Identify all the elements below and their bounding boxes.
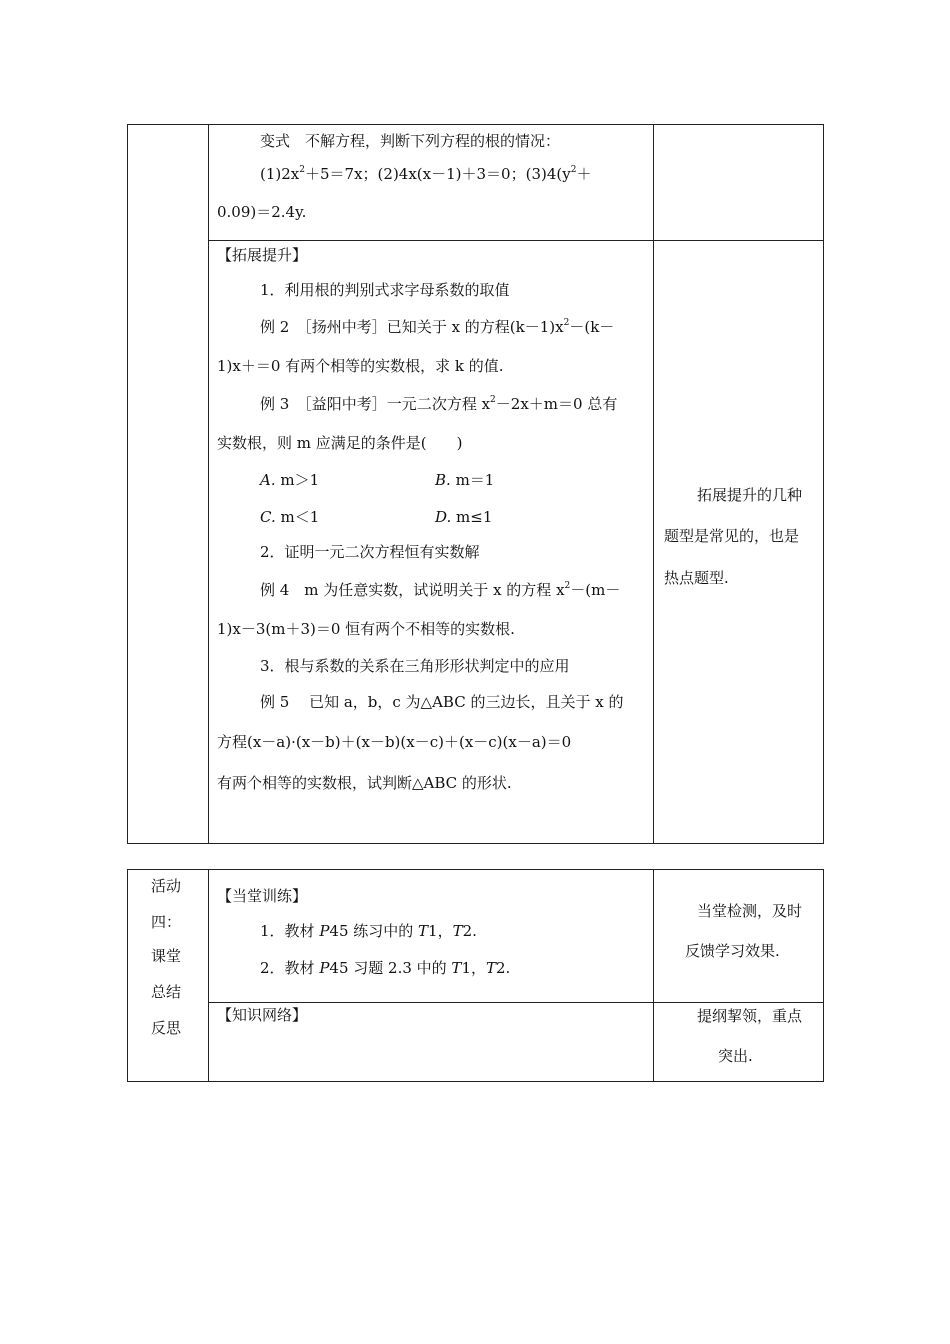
superscript: 2 — [563, 318, 570, 328]
activity-label-2: 四： — [151, 913, 182, 931]
training-text: P — [319, 922, 330, 940]
training-text: T — [451, 959, 462, 977]
row-divider — [208, 240, 823, 241]
training-note-line-1: 当堂检测，及时 — [697, 902, 803, 920]
variant-line-3: 0.09)＝2.4y. — [217, 203, 307, 221]
option-text: m＝1 — [455, 471, 495, 489]
training-text: 1．教材 — [260, 922, 320, 940]
training-item-2 — [260, 958, 510, 978]
network-note-line-1: 提纲挈领，重点 — [697, 1007, 803, 1025]
network-note-line-2: 突出. — [718, 1047, 753, 1065]
activity-label-1: 活动 — [151, 877, 182, 895]
example-4-line-1 — [260, 580, 620, 603]
training-text: 2. — [462, 922, 477, 940]
training-item-1 — [260, 921, 477, 941]
example-text: －2x＋m＝0 总有 — [495, 395, 618, 413]
training-text: 2．教材 — [260, 959, 320, 977]
example-text: 例 2 ［扬州中考］已知关于 x 的方程(k－1)x — [260, 318, 564, 336]
extension-heading-1: 1．利用根的判别式求字母系数的取值 — [260, 281, 510, 299]
example-5-line-2: 方程(x－a)·(x－b)＋(x－b)(x－c)＋(x－c)(x－a)＝0 — [217, 733, 572, 751]
extension-note-line-3: 热点题型. — [664, 569, 729, 587]
example-2-line-1 — [260, 317, 614, 340]
option-letter: C. — [260, 508, 276, 526]
example-5-line-3: 有两个相等的实数根，试判断△ABC 的形状. — [217, 774, 512, 792]
option-d — [435, 507, 492, 527]
superscript: 2 — [570, 165, 577, 175]
training-text: 45 练习中的 — [329, 922, 419, 940]
example-2-line-2: 1)x＋＝0 有两个相等的实数根，求 k 的值. — [217, 357, 504, 375]
option-letter: A. — [260, 471, 276, 489]
example-text: －(k－ — [569, 318, 615, 336]
variant-line-2 — [260, 164, 591, 187]
option-b — [435, 470, 494, 490]
lesson-table-activity-4 — [127, 869, 824, 1082]
column-divider-left — [208, 125, 209, 843]
superscript: 2 — [299, 165, 305, 175]
training-text: 45 习题 2.3 中的 — [329, 959, 452, 977]
activity-label-3: 课堂 — [151, 947, 182, 965]
example-text: 例 3 ［益阳中考］一元二次方程 x — [260, 395, 491, 413]
example-3-line-2: 实数根，则 m 应满足的条件是( ) — [217, 434, 463, 452]
option-a — [260, 470, 319, 490]
column-divider-right — [653, 125, 654, 843]
example-3-line-1 — [260, 394, 617, 417]
variant-eq-part: ＋ — [576, 165, 592, 183]
training-text: 1， — [461, 959, 486, 977]
training-note-line-2: 反馈学习效果. — [685, 942, 780, 960]
training-text: T — [485, 959, 496, 977]
option-text: m≤1 — [456, 508, 493, 526]
training-text: 1， — [428, 922, 453, 940]
example-text: 例 4 m 为任意实数，试说明关于 x 的方程 x — [260, 581, 565, 599]
option-text: m＜1 — [280, 508, 320, 526]
extension-heading-2: 2．证明一元二次方程恒有实数解 — [260, 543, 480, 561]
superscript: 2 — [564, 581, 571, 591]
option-letter: D. — [435, 508, 452, 526]
activity-label-4: 总结 — [151, 983, 182, 1001]
training-header: 【当堂训练】 — [217, 887, 308, 905]
option-text: m＞1 — [280, 471, 320, 489]
example-5-line-1: 例 5 已知 a，b，c 为△ABC 的三边长，且关于 x 的 — [260, 693, 624, 711]
row-divider — [208, 1002, 823, 1003]
variant-eq-part: (1)2x — [260, 165, 300, 183]
activity-label-5: 反思 — [151, 1019, 182, 1037]
variant-text: 不解方程，判断下列方程的根的情况： — [305, 132, 561, 150]
column-divider-left — [208, 870, 209, 1081]
extension-header: 【拓展提升】 — [217, 246, 308, 264]
training-text: P — [319, 959, 330, 977]
example-4-line-2: 1)x－3(m＋3)＝0 恒有两个不相等的实数根. — [217, 620, 515, 638]
training-text: T — [452, 922, 463, 940]
extension-note-line-2: 题型是常见的，也是 — [664, 527, 800, 545]
lesson-table-upper — [127, 124, 824, 844]
column-divider-right — [653, 870, 654, 1081]
extension-note-line-1: 拓展提升的几种 — [697, 486, 803, 504]
option-c — [260, 507, 319, 527]
extension-heading-3: 3．根与系数的关系在三角形形状判定中的应用 — [260, 657, 570, 675]
superscript: 2 — [490, 395, 496, 405]
variant-label: 变式 — [260, 132, 291, 150]
variant-eq-part: ＋5＝7x；(2)4x(x－1)＋3＝0；(3)4(y — [305, 165, 571, 183]
option-letter: B. — [435, 471, 451, 489]
network-header: 【知识网络】 — [217, 1006, 308, 1024]
variant-line-1 — [260, 131, 560, 151]
example-text: －(m－ — [570, 581, 621, 599]
training-text: 2. — [496, 959, 511, 977]
training-text: T — [418, 922, 429, 940]
